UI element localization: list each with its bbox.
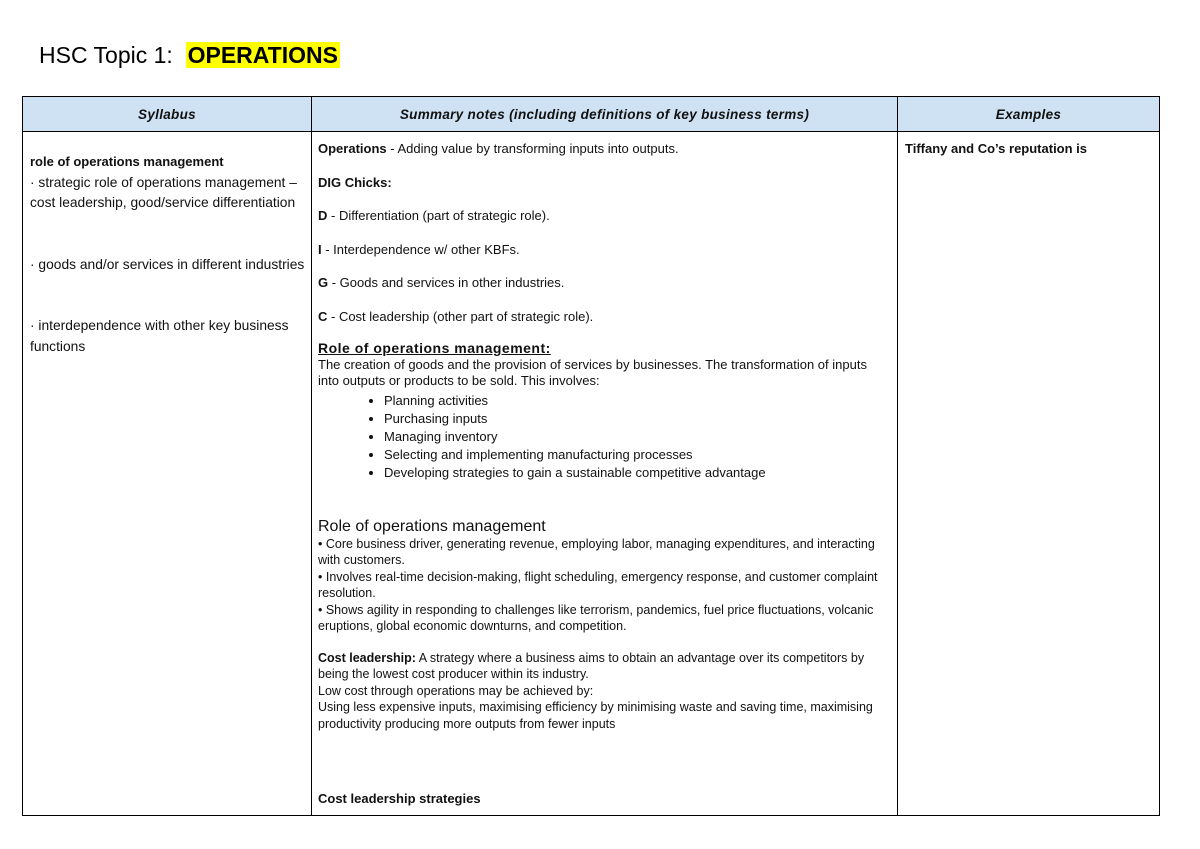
list-item: • Managing inventory xyxy=(384,428,891,446)
cost-line: Low cost through operations may be achieved by: xyxy=(318,683,594,698)
syllabus-item: · goods and/or services in different industries xyxy=(30,256,305,272)
role-text: The creation of goods and the provision of services by businesses. The transformation of inputs into outputs or products to be sold. This involves: xyxy=(318,356,867,388)
table-header-row xyxy=(23,97,1160,132)
table-row xyxy=(23,132,1160,816)
cost-leadership-strategies-heading: Cost leadership strategies xyxy=(318,790,481,806)
dig-item-c: C - Cost leadership (other part of strategic role). xyxy=(318,308,594,324)
role-list xyxy=(318,392,891,482)
title-prefix: HSC Topic 1: xyxy=(39,42,173,68)
dig-item-g: G - Goods and services in other industries. xyxy=(318,275,565,290)
notes-table xyxy=(22,96,1160,816)
syllabus-item: · strategic role of operations management – cost leadership, good/service differentiation xyxy=(30,174,297,210)
role2-line: • Core business driver, generating revenue, employing labor, managing expenditures, and interacting with customers. xyxy=(318,536,875,567)
role-heading: Role of operations management: xyxy=(318,340,551,356)
list-item: • Purchasing inputs xyxy=(384,410,891,428)
header-syllabus: Syllabus xyxy=(23,97,312,132)
operations-definition: Operations - Adding value by transforming inputs into outputs. xyxy=(318,141,679,156)
title-highlight: OPERATIONS xyxy=(187,42,338,68)
header-summary-notes: Summary notes (including definitions of key business terms) xyxy=(312,97,898,132)
list-item: • Selecting and implementing manufacturing processes xyxy=(384,446,891,464)
example-text: Tiffany and Co’s reputation is xyxy=(905,141,1088,156)
role2-line: • Involves real-time decision-making, flight scheduling, emergency response, and customer complaint resolution. xyxy=(318,569,878,600)
dig-item-i: I - Interdependence w/ other KBFs. xyxy=(318,241,520,257)
cost-line: Using less expensive inputs, maximising efficiency by minimising waste and saving time, maximising productivity producing more outputs from fewer inputs xyxy=(318,700,873,731)
syllabus-heading: role of operations management xyxy=(30,154,224,169)
role2-line: • Shows agility in responding to challenges like terrorism, pandemics, fuel price fluctuations, volcanic eruptions, global economic downturns, and competition. xyxy=(318,602,874,633)
list-item: • Planning activities xyxy=(384,392,891,410)
syllabus-cell xyxy=(23,132,312,816)
dig-heading: DIG Chicks: xyxy=(318,174,392,190)
header-examples: Examples xyxy=(898,97,1160,132)
page-title xyxy=(39,42,340,69)
role2-heading: Role of operations management xyxy=(318,517,546,535)
summary-notes-cell xyxy=(312,132,898,816)
list-item: • Developing strategies to gain a sustainable competitive advantage xyxy=(384,464,891,482)
cost-leadership-definition: Cost leadership: A strategy where a business aims to obtain an advantage over its competitors by being the lowest cost producer within its industry. xyxy=(318,650,865,681)
dig-item-d: D - Differentiation (part of strategic role). xyxy=(318,208,550,223)
syllabus-item: · interdependence with other key business functions xyxy=(30,318,289,354)
examples-cell xyxy=(898,132,1160,816)
